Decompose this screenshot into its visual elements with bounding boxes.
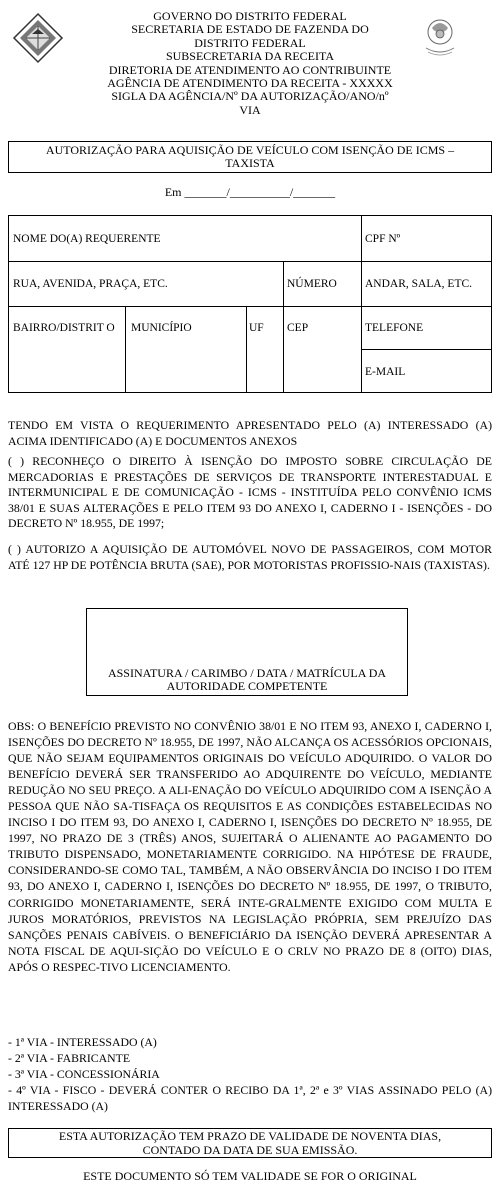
form-divider (125, 306, 126, 392)
signature-box[interactable] (86, 608, 408, 696)
form-divider (283, 261, 284, 392)
district-field[interactable]: BAIRRO/DISTRIT O (13, 322, 115, 334)
floor-room-field[interactable]: ANDAR, SALA, ETC. (365, 278, 473, 290)
observation-paragraph: OBS: O BENEFÍCIO PREVISTO NO CONVÊNIO 38/01 E NO ITEM 93, ANEXO I, CADERNO I, ISENÇÕES DO DECRETO Nº 18.955, DE 1997, NÃO ALCANÇA OS ACESSÓRIOS OPCIONAIS, QUE NÃO SEJAM EQUIPAMENTOS ORIGINAIS DO VEÍCULO ADQUIRIDO. O VALOR DO BENEFÍCIO DEVERÁ SER TRANSFERIDO AO ADQUIRENTE DO VEÍCULO, MEDIANTE REDUÇÃO NO SEU PREÇO. A ALI-ENAÇÃO DO VEÍCULO ADQUIRIDO COM A ISENÇÃO A PESSOA QUE NÃO SA-TISFAÇA OS REQUISITOS E AS CONDIÇÕES ESTABELECIDAS NO INCISO I DO ITEM 93, DO ANEXO I, CADERNO I, ISENÇÕES DO DECRETO Nº 18.955, DE 1997, NO PRAZO DE 3 (TRÊS) ANOS, SUJEITARÁ O ALIENANTE AO PAGAMENTO DO TRIBUTO DISPENSADO, MONETARIAMENTE CORRIGIDO. NA HIPÓTESE DE FRAUDE, CONSIDERANDO-SE COMO TAL, TAMBÉM, A NÃO OBSERVÂNCIA DO INCISO I DO ITEM 93, DO ANEXO I, CADERNO I, ISENÇÕES DO DECRETO Nº 18.955, DE 1997, O TRIBUTO, CORRIGIDO MONETARIAMENTE, SERÁ INTE-GRALMENTE EXIGIDO COM MULTA E JUROS MORATÓRIOS, PREVISTOS NA LEGISLAÇÃO PRÓPRIA, SEM PREJUÍZO DAS SANÇÕES PENAIS CABÍVEIS. O BENEFICIÁRIO DA ISENÇÃO DEVERÁ APRESENTAR A NOTA FISCAL DE AQUI-SIÇÃO DO VEÍCULO E O CRLV NO PRAZO DE 8 (OITO) DIAS, APÓS O RESPEC-TIVO LICENCIAMENTO. (8, 719, 492, 974)
form-divider (9, 261, 491, 262)
header-line: DIRETORIA DE ATENDIMENTO AO CONTRIBUINTE (108, 62, 392, 77)
via-item: - 3ª VIA - CONCESSIONÁRIA (8, 1067, 160, 1081)
city-field[interactable]: MUNICÍPIO (131, 322, 192, 334)
document-title (8, 141, 492, 173)
footer-note: ESTE DOCUMENTO SÓ TEM VALIDADE SE FOR O ORIGINAL (83, 1169, 417, 1183)
validity-notice (8, 1128, 492, 1158)
via-item: - 2ª VIA - FABRICANTE (8, 1051, 131, 1065)
validity-line-1: ESTA AUTORIZAÇÃO TEM PRAZO DE VALIDADE DE NOVENTA DIAS, (58, 1129, 442, 1143)
header (95, 10, 405, 117)
header-line: GOVERNO DO DISTRITO FEDERAL (153, 9, 347, 23)
brasao-df-icon (12, 12, 64, 64)
cpf-field[interactable]: CPF Nº (365, 233, 401, 245)
validity-line-2: CONTADO DA DATA DE SUA EMISSÃO. (142, 1142, 358, 1157)
form-divider (361, 216, 362, 392)
seal-icon (418, 12, 462, 56)
requester-name-field[interactable]: NOME DO(A) REQUERENTE (13, 233, 161, 245)
title-line-2: TAXISTA (225, 156, 275, 170)
date-field[interactable]: Em _______/__________/_______ (164, 185, 336, 199)
zip-field[interactable]: CEP (287, 322, 309, 334)
signature-label-1: ASSINATURA / CARIMBO / DATA / MATRÍCULA DA (107, 666, 387, 680)
signature-label-2: AUTORIDADE COMPETENTE (166, 679, 328, 693)
via-item: - 4º VIA - FISCO - DEVERÁ CONTER O RECIBO DA 1ª, 2ª e 3º VIAS ASSINADO PELO (A) INTERESSADO (A) (8, 1083, 492, 1113)
intro-paragraph: TENDO EM VISTA O REQUERIMENTO APRESENTADO PELO (A) INTERESSADO (A) ACIMA IDENTIFICADO (A) E DOCUMENTOS ANEXOS (8, 418, 492, 448)
option-authorize-acquisition[interactable]: ( ) AUTORIZO A AQUISIÇÃO DE AUTOMÓVEL NOVO DE PASSAGEIROS, COM MOTOR ATÉ 127 HP DE POTÊNCIA BRUTA (SAE), POR MOTORISTAS PROFISSIO-NAIS (TAXISTAS). (8, 542, 492, 572)
header-line: DISTRITO FEDERAL (194, 35, 306, 50)
state-field[interactable]: UF (249, 322, 264, 334)
option-recognize-right[interactable]: ( ) RECONHEÇO O DIREITO À ISENÇÃO DO IMPOSTO SOBRE CIRCULAÇÃO DE MERCADORIAS E PRESTAÇÕES DE SERVIÇOS DE TRANSPORTE INTERESTADUAL E INTERMUNICIPAL E DE COMUNICAÇÃO - ICMS - INSTITUÍDA PELO CONVÊNIO ICMS 38/01 E SUAS ALTERAÇÕES E PELO ITEM 93 DO ANEXO I, CADERNO I - ISENÇÕES - DO DECRETO Nº 18.955, DE 1997; (8, 454, 492, 530)
requester-form (8, 215, 492, 393)
header-line: SECRETARIA DE ESTADO DE FAZENDA DO (131, 22, 369, 37)
header-line: VIA (239, 102, 261, 117)
form-divider (361, 349, 491, 350)
header-line: AGÊNCIA DE ATENDIMENTO DA RECEITA - XXXXX (107, 76, 393, 91)
title-line-1: AUTORIZAÇÃO PARA AQUISIÇÃO DE VEÍCULO COM ISENÇÃO DE ICMS – (45, 143, 455, 157)
number-field[interactable]: NÚMERO (287, 278, 337, 290)
form-divider (9, 306, 491, 307)
form-divider (246, 306, 247, 392)
email-field[interactable]: E-MAIL (365, 366, 406, 378)
via-item: - 1ª VIA - INTERESSADO (A) (8, 1035, 157, 1049)
header-line: SUBSECRETARIA DA RECEITA (165, 49, 335, 64)
header-line: SIGLA DA AGÊNCIA/Nº DA AUTORIZAÇÃO/ANO/nº (111, 89, 389, 104)
phone-field[interactable]: TELEFONE (365, 322, 424, 334)
street-field[interactable]: RUA, AVENIDA, PRAÇA, ETC. (13, 278, 168, 290)
